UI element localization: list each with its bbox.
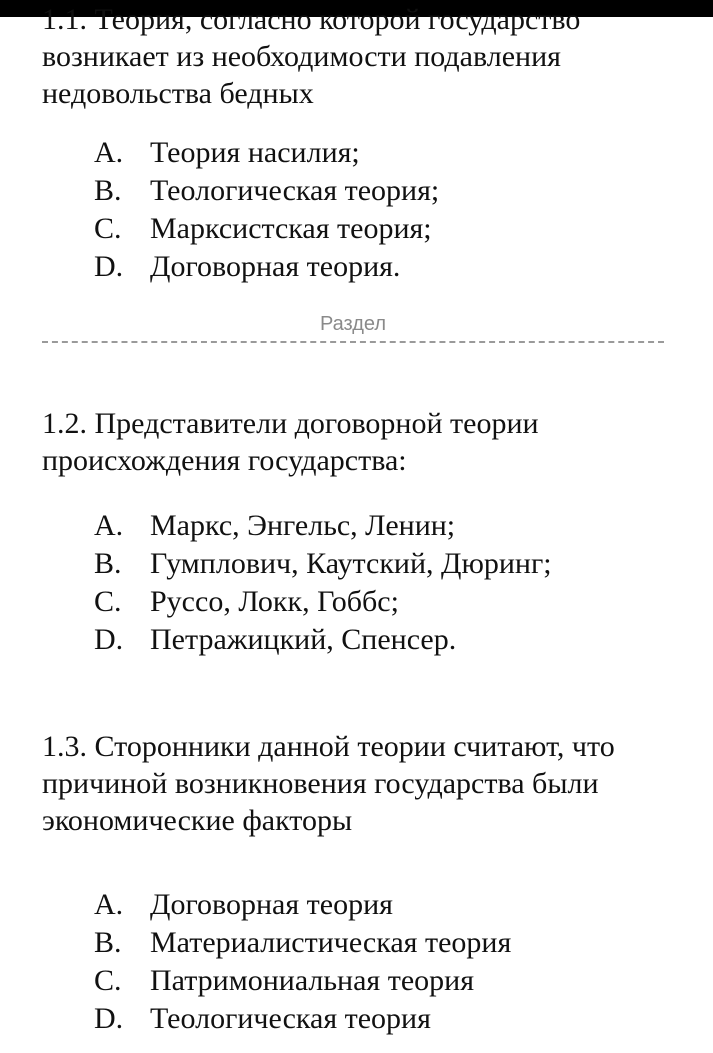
option-text: Материалистическая теория — [150, 926, 512, 959]
option-text: Патримониальная теория — [150, 964, 475, 997]
option-letter: C. — [94, 585, 122, 618]
option-b[interactable] — [94, 172, 439, 210]
option-b[interactable] — [94, 924, 511, 962]
section-break-label: Раздел — [319, 313, 387, 335]
option-text: Договорная теория — [150, 888, 393, 921]
option-d[interactable] — [94, 1000, 511, 1038]
option-letter: B. — [94, 547, 122, 580]
option-letter: D. — [94, 623, 124, 656]
option-letter: C. — [94, 212, 122, 245]
option-c[interactable] — [94, 210, 439, 248]
option-c[interactable] — [94, 583, 552, 621]
option-text: Договорная теория. — [150, 250, 401, 283]
option-text: Петражицкий, Спенсер. — [150, 623, 457, 656]
option-letter: A. — [94, 509, 124, 542]
option-letter: B. — [94, 926, 122, 959]
option-letter: A. — [94, 136, 124, 169]
option-text: Руссо, Локк, Гоббс; — [150, 585, 399, 618]
option-letter: D. — [94, 1002, 124, 1035]
question-1-2-options — [94, 507, 552, 659]
section-break-line — [42, 341, 664, 343]
option-letter: C. — [94, 964, 122, 997]
option-text: Теория насилия; — [150, 136, 360, 169]
option-a[interactable] — [94, 507, 552, 545]
question-1-2-text: 1.2. Представители договорной теории происхождения государства: — [42, 407, 539, 477]
section-break — [42, 312, 664, 344]
option-letter: D. — [94, 250, 124, 283]
option-text: Теологическая теория; — [150, 174, 440, 207]
question-1-3-text: 1.3. Сторонники данной теории считают, что причиной возникновения государства были экономические факторы — [42, 730, 615, 837]
option-a[interactable] — [94, 886, 511, 924]
option-text: Гумплович, Каутский, Дюринг; — [150, 547, 552, 580]
question-1-1-text: 1.1. Теория, согласно которой государство возникает из необходимости подавления недовольства бедных — [42, 3, 581, 110]
option-d[interactable] — [94, 621, 552, 659]
option-text: Марксистская теория; — [150, 212, 432, 245]
option-letter: A. — [94, 888, 124, 921]
option-c[interactable] — [94, 962, 511, 1000]
option-d[interactable] — [94, 248, 439, 286]
question-1-3-options — [94, 886, 511, 1038]
question-1-1-options — [94, 134, 439, 286]
option-a[interactable] — [94, 134, 439, 172]
option-text: Маркс, Энгельс, Ленин; — [150, 509, 456, 542]
option-text: Теологическая теория — [150, 1002, 431, 1035]
option-b[interactable] — [94, 545, 552, 583]
option-letter: B. — [94, 174, 122, 207]
